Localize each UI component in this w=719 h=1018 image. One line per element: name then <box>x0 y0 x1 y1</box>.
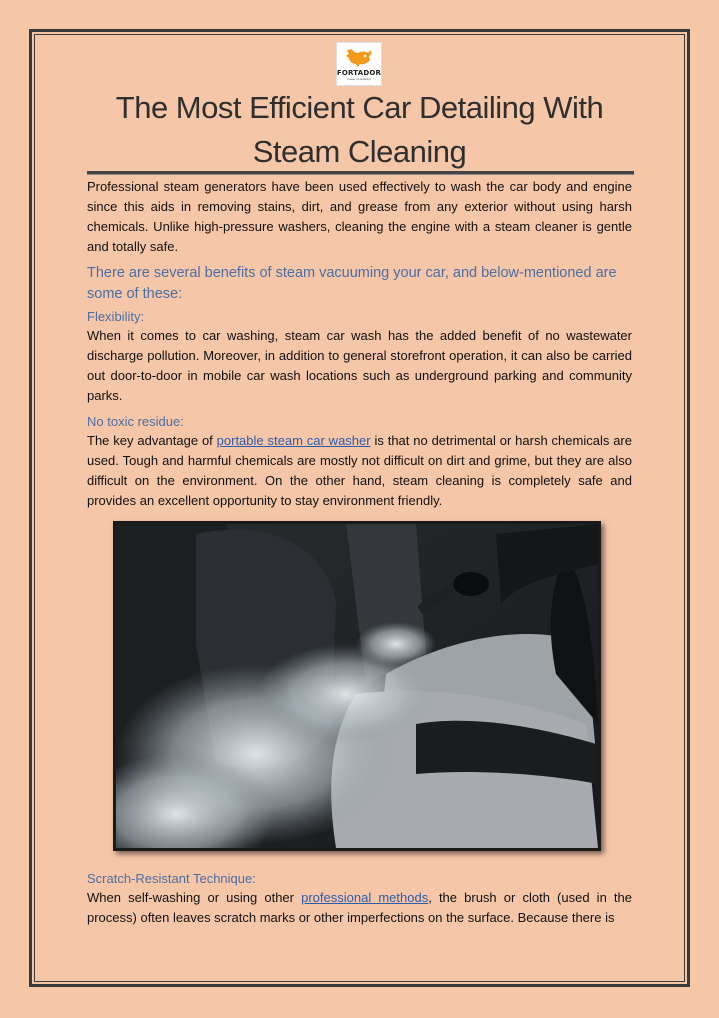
scratch-heading: Scratch-Resistant Technique: <box>87 871 256 886</box>
fortador-logo <box>336 42 382 86</box>
no-toxic-heading: No toxic residue: <box>87 414 184 429</box>
title-line-2: Steam Cleaning <box>252 134 467 169</box>
scratch-text-start: When self-washing or using other <box>87 890 302 905</box>
intro-paragraph: Professional steam generators have been used effectively to wash the car body and engine since this aids in removing stains, dirt, and grease from any exterior without using harsh chemicals. Unlike high-pressure washers, cleaning the engine with a steam cleaner is gentle and totally safe. <box>87 179 632 254</box>
scratch-text-end: , the brush or cloth (used in the process) often leaves scratch marks or other imperfections on the surface. Because there is <box>87 890 633 925</box>
flexibility-paragraph: When it comes to car washing, steam car wash has the added benefit of no wastewater discharge pollution. Moreover, in addition to general storefront operation, it can also be carried out door-to-door in mobile car wash locations such as underground parking and community parks. <box>87 328 632 403</box>
steam-cleaning-photo <box>113 521 601 851</box>
portable-steam-washer-link[interactable]: portable steam car washer <box>216 433 371 448</box>
professional-methods-link[interactable]: professional methods <box>301 890 429 905</box>
benefits-heading: There are several benefits of steam vacuuming your car, and below-mentioned are some of these: <box>87 265 617 302</box>
flexibility-heading: Flexibility: <box>87 309 145 324</box>
no-toxic-paragraph <box>87 431 632 511</box>
no-toxic-text-start: The key advantage of <box>87 433 217 448</box>
title-divider <box>87 171 634 175</box>
logo-tagline: power of detailing <box>347 77 371 81</box>
logo-brand: FORTADOR <box>336 69 382 77</box>
no-toxic-text-end: is that no detrimental or harsh chemicals are used. Tough and harmful chemicals are mostly not difficult on dirt and grime, but they are also difficult on the environment. On the other hand, steam cleaning is completely safe and provides an excellent opportunity to stay environment friendly. <box>87 433 632 508</box>
bull-icon <box>344 47 374 69</box>
scratch-paragraph <box>87 888 632 928</box>
title-line-1: The Most Efficient Car Detailing With <box>115 90 604 125</box>
page-title <box>87 86 632 174</box>
